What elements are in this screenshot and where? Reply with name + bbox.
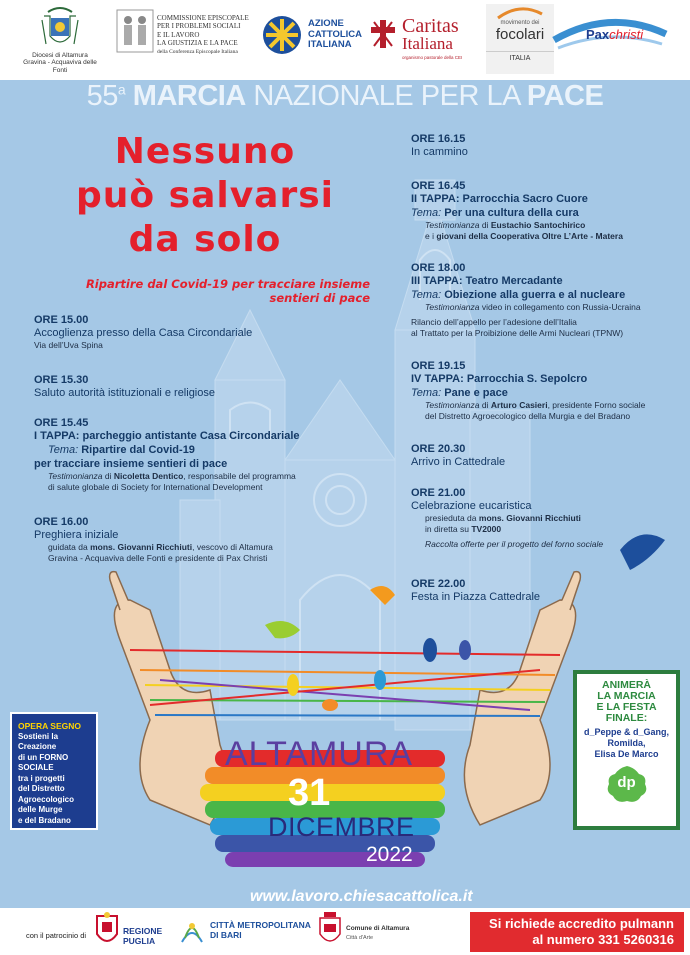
event-title: Preghiera iniziale [34, 529, 119, 541]
citta-metropolitana-name: CITTÀ METROPOLITANA DI BARI [210, 920, 311, 940]
event-time: ORE 18.00 [411, 262, 466, 274]
pax-christi-name [586, 28, 643, 43]
event-time: ORE 15.00 [34, 314, 89, 326]
testimonial-label: Testimonianza [425, 302, 480, 312]
event-time: ORE 16.15 [411, 133, 466, 145]
comune-altamura-sub: Città d'Arte [346, 935, 374, 941]
caritas-title: Caritas [402, 15, 459, 37]
theme-line [411, 206, 686, 220]
theme-text: Per una cultura della cura [444, 207, 579, 219]
testimonial-name: Eustachio Santochirico [490, 220, 586, 230]
event-month: DICEMBRE [268, 812, 415, 842]
focolari-title: focolari [495, 25, 545, 43]
testimonial-of: di [481, 400, 489, 410]
theme-line [411, 288, 686, 302]
event-year: 2022 [366, 843, 413, 866]
ac-cross-icon [262, 15, 302, 55]
testimonial-rest: , responsabile del programma [183, 471, 296, 481]
event-title: Celebrazione eucaristica [411, 500, 532, 512]
website-link[interactable]: www.lavoro.chiesacattolica.it [250, 888, 473, 905]
program-left-2 [34, 374, 374, 400]
sub-text-b: , vescovo di Altamura [192, 542, 273, 552]
focolari-pre: movimento dei [500, 20, 540, 26]
testimonial-name: Nicoletta Dentico [113, 471, 184, 481]
coat-of-arms-icon [40, 6, 80, 52]
sub-text: presieduta da [425, 513, 477, 523]
event-time: ORE 20.30 [411, 443, 466, 455]
headline-word-marcia: MARCIA [132, 80, 246, 112]
event-title: Accoglienza presso della Casa Circondariale [34, 327, 253, 339]
event-note: Raccolta offerte per il progetto del forno sociale [425, 539, 604, 549]
program-left-3 [34, 417, 379, 493]
testimonial-line-2: del Distretto Agroecologico della Murgia e del Bradano [425, 411, 631, 421]
theme-line [411, 386, 686, 400]
theme-line-2 [34, 457, 379, 471]
event-sub-2 [411, 524, 686, 535]
program-left-1 [34, 314, 374, 351]
event-title: In cammino [411, 146, 468, 158]
stage-title: IV TAPPA: Parrocchia S. Sepolcro [411, 373, 588, 385]
testimonial-line [411, 220, 686, 231]
opera-segno-box [10, 712, 98, 830]
event-sub-2: Gravina - Acquaviva delle Fonti e presidente di Pax Christi [48, 553, 268, 563]
event-day: 31 [288, 772, 331, 814]
animera-box [573, 670, 680, 830]
event-title: Arrivo in Cattedrale [411, 456, 506, 468]
footer-bar [0, 908, 690, 955]
patronage-label: con il patrocinio di [26, 931, 87, 940]
focolari-country: ITALIA [486, 51, 554, 63]
event-time: ORE 15.45 [34, 417, 89, 429]
testimonial-of: di [481, 220, 489, 230]
testimonial-name-2: giovani della Cooperativa Oltre L’Arte - Matera [436, 231, 623, 241]
event-time: ORE 21.00 [411, 487, 466, 499]
theme-label: Tema: [411, 387, 442, 399]
animera-title: ANIMERÀ LA MARCIA E LA FESTA FINALE: [596, 679, 657, 724]
sub-tv: TV2000 [471, 524, 502, 534]
caritas-sub: Italiana [402, 34, 453, 53]
event-sub [34, 542, 379, 553]
caritas-tag: organismo pastorale della CEI [402, 55, 463, 60]
appeal-line-2: al Trattato per la Proibizione delle Armi Nucleari (TPNW) [411, 328, 624, 338]
caritas-cross-icon [368, 18, 398, 50]
puglia-shield-icon [95, 912, 119, 948]
program-right-4 [411, 360, 686, 422]
program-right-5 [411, 443, 681, 469]
testimonial-and: e i [425, 231, 434, 241]
accredito-banner: Si richiede accredito pulmann al numero 331 5260316 [470, 912, 684, 952]
theme-text: Pane e pace [444, 387, 508, 399]
edition-number: 55 [86, 80, 118, 112]
sub-text: guidata da [48, 542, 88, 552]
program-right-7 [411, 578, 681, 604]
comune-altamura-name: Comune di Altamura [346, 925, 410, 932]
diocese-name: Diocesi di Altamura Gravina - Acquaviva delle Fonti [23, 52, 97, 74]
dp-logo-text: dp [617, 774, 636, 791]
program-right-1 [411, 133, 681, 159]
headline-middle: NAZIONALE PER LA [253, 80, 520, 112]
theme-label: Tema: [411, 207, 442, 219]
testimonial-label: Testimonianza [48, 471, 103, 481]
theme-line [34, 443, 379, 457]
testimonial-line [34, 471, 379, 482]
commissione-name: COMMISSIONE EPISCOPALE PER I PROBLEMI SOCIALI E IL LAVORO LA GIUSTIZIA E LA PACE [157, 14, 249, 47]
program-left-4 [34, 516, 379, 564]
theme-text: Ripartire dal Covid-19 [81, 444, 195, 456]
altamura-shield-icon [318, 912, 342, 948]
event-time: ORE 19.15 [411, 360, 466, 372]
christi-word: christi [609, 27, 644, 42]
event-title: Saluto autorità istituzionali e religiose [34, 387, 215, 399]
sub-name: mons. Giovanni Ricchiuti [478, 513, 581, 523]
testimonial-line [411, 302, 686, 313]
program-right-2 [411, 180, 686, 242]
event-title: Festa in Piazza Cattedrale [411, 591, 541, 603]
testimonial-of: di [104, 471, 112, 481]
testimonial-label: Testimonianza [425, 400, 480, 410]
regione-puglia-name: REGIONE PUGLIA [123, 926, 163, 946]
opera-segno-title: OPERA SEGNO [18, 721, 81, 731]
subslogan: Ripartire dal Covid-19 per tracciare insieme sentieri di pace [85, 277, 370, 305]
commissione-sub: della Conferenza Episcopale Italiana [157, 49, 238, 55]
theme-text-2: per tracciare insieme sentieri di pace [34, 458, 228, 470]
testimonial-rest: video in collegamento con Russia-Ucraina [481, 302, 641, 312]
event-sub: Via dell’Uva Spina [34, 340, 103, 350]
testimonial-rest: , presidente Forno sociale [547, 400, 646, 410]
bari-emblem-icon [178, 914, 206, 946]
sub-name: mons. Giovanni Ricchiuti [90, 542, 193, 552]
testimonial-line-2: di salute globale di Society for International Development [48, 482, 263, 492]
azione-cattolica-name: AZIONE CATTOLICA ITALIANA [308, 18, 363, 50]
diocese-logo [20, 6, 100, 74]
slogan: Nessuno può salvarsi da solo [75, 131, 334, 260]
event-time: ORE 16.45 [411, 180, 466, 192]
edition-sup: a [117, 81, 126, 98]
testimonial-line-2 [411, 231, 686, 242]
headline-word-pace: PACE [526, 80, 604, 112]
testimonial-line [411, 400, 686, 411]
appeal-line: Rilancio dell’appello per l’adesione dell’Italia [411, 317, 577, 327]
event-time: ORE 15.30 [34, 374, 89, 386]
event-city: ALTAMURA [225, 735, 414, 773]
focolari-logo [486, 4, 554, 74]
figures-icon [115, 8, 155, 54]
theme-text: Obiezione alla guerra e al nucleare [444, 289, 626, 301]
animera-names: d_Peppe & d_Gang, Romilda, Elisa De Marco [583, 727, 670, 759]
theme-label: Tema: [48, 444, 79, 456]
program-right-3 [411, 262, 686, 339]
stage-title: II TAPPA: Parrocchia Sacro Cuore [411, 193, 588, 205]
pax-word: Pax [586, 27, 610, 42]
event-time: ORE 16.00 [34, 516, 89, 528]
testimonial-name: Arturo Casieri [490, 400, 548, 410]
dp-logo [605, 764, 649, 804]
stage-title: I TAPPA: parcheggio antistante Casa Circondariale [34, 430, 300, 442]
headline-banner [0, 80, 690, 116]
focolari-swoosh-icon [490, 6, 550, 20]
logo-bar [0, 0, 690, 80]
event-sub [411, 513, 686, 524]
program-right-6 [411, 487, 686, 550]
event-time: ORE 22.00 [411, 578, 466, 590]
theme-label: Tema: [411, 289, 442, 301]
testimonial-label: Testimonianza [425, 220, 480, 230]
stage-title: III TAPPA: Teatro Mercadante [411, 275, 563, 287]
opera-segno-body: Sostieni la Creazione di un FORNO SOCIALE tra i progetti del Distretto Agroecologico delle Murge e del Bradano [18, 731, 75, 825]
sub-text-b: in diretta su [425, 524, 469, 534]
